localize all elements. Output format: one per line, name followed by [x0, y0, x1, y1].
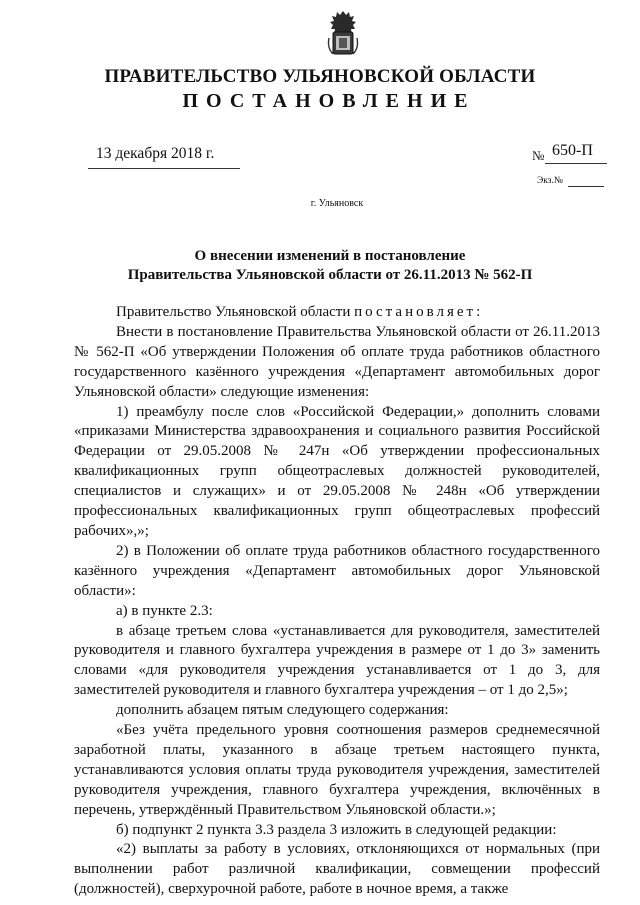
body-paragraph: б) подпункт 2 пункта 3.3 раздела 3 изложить в следующей редакции: — [116, 821, 557, 838]
body-paragraph: дополнить абзацем пятым следующего содержания: — [116, 702, 449, 719]
city: г. Ульяновск — [310, 198, 364, 209]
body-paragraph: Внести в постановление Правительства Ульяновской области от 26.11.2013 № 562-П «Об утверждении Положения об оплате труда работников областного государственного казённого учреждения «Департамент автомобильных дорог Ульяновской области» следующие изменения: — [74, 323, 600, 400]
document-number: 650-П — [552, 142, 593, 159]
body-paragraph: «2) выплаты за работу в условиях, отклоняющихся от нормальных (при выполнении работ различной квалификации, совмещении профессий (должностей), сверхурочной работе, работе в ночное время, а также — [74, 841, 600, 898]
document-type: ПОСТАНОВЛЕНИЕ — [182, 90, 476, 112]
body-paragraph: 1) преамбулу после слов «Российской Федерации,» дополнить словами «приказами Министерства здравоохранения и социального развития Российской Федерации от 29.05.2008 № 247н «Об утверждении профессиональных квалификационных групп общеотраслевых должностей руководителей, специалистов и служащих» и от 29.05.2008 № 248н «Об утверждении профессиональных квалификационных групп общеотраслевых профессий рабочих»,»; — [74, 403, 600, 539]
organization-name: ПРАВИТЕЛЬСТВО УЛЬЯНОВСКОЙ ОБЛАСТИ — [104, 66, 536, 87]
number-underline — [545, 163, 607, 164]
body-paragraph: «Без учёта предельного уровня соотношения размеров среднемесячной заработной платы, указанного в абзаце третьем настоящего пункта, устанавливаются условия оплаты труда руководителя учреждения, заместителей руководителя учреждения, главного бухгалтера учреждения, включённых в перечень, утверждённый Правительством Ульяновской области.»; — [74, 722, 600, 818]
copy-number-underline — [568, 186, 604, 187]
body-paragraph: 2) в Положении об оплате труда работников областного государственного казённого учреждения «Департамент автомобильных дорог Ульяновской области»: — [74, 542, 600, 599]
intro-paragraph — [74, 303, 600, 323]
intro-prefix: Правительство Ульяновской области — [116, 304, 351, 320]
intro-verb: постановляет: — [354, 304, 484, 320]
copy-number-label: Экз.№ — [537, 176, 563, 186]
title-line-2: Правительства Ульяновской области от 26.11.2013 № 562-П — [127, 266, 533, 283]
document-body — [74, 303, 600, 900]
document-title — [60, 247, 600, 284]
number-sign: № — [532, 148, 545, 163]
title-line-1: О внесении изменений в постановление — [194, 248, 466, 264]
body-paragraph: в абзаце третьем слова «устанавливается для руководителя, заместителей руководителя и главного бухгалтера учреждения в размере от 1 до 3» заменить словами «для руководителя учреждения устанавливается от 1 до 3, для заместителей руководителя и главного бухгалтера учреждения – от 1 до 2,5»; — [74, 622, 600, 699]
date-underline — [88, 168, 240, 169]
coat-of-arms-icon — [325, 8, 361, 58]
document-date: 13 декабря 2018 г. — [96, 145, 215, 162]
body-paragraph: а) в пункте 2.3: — [116, 602, 213, 619]
